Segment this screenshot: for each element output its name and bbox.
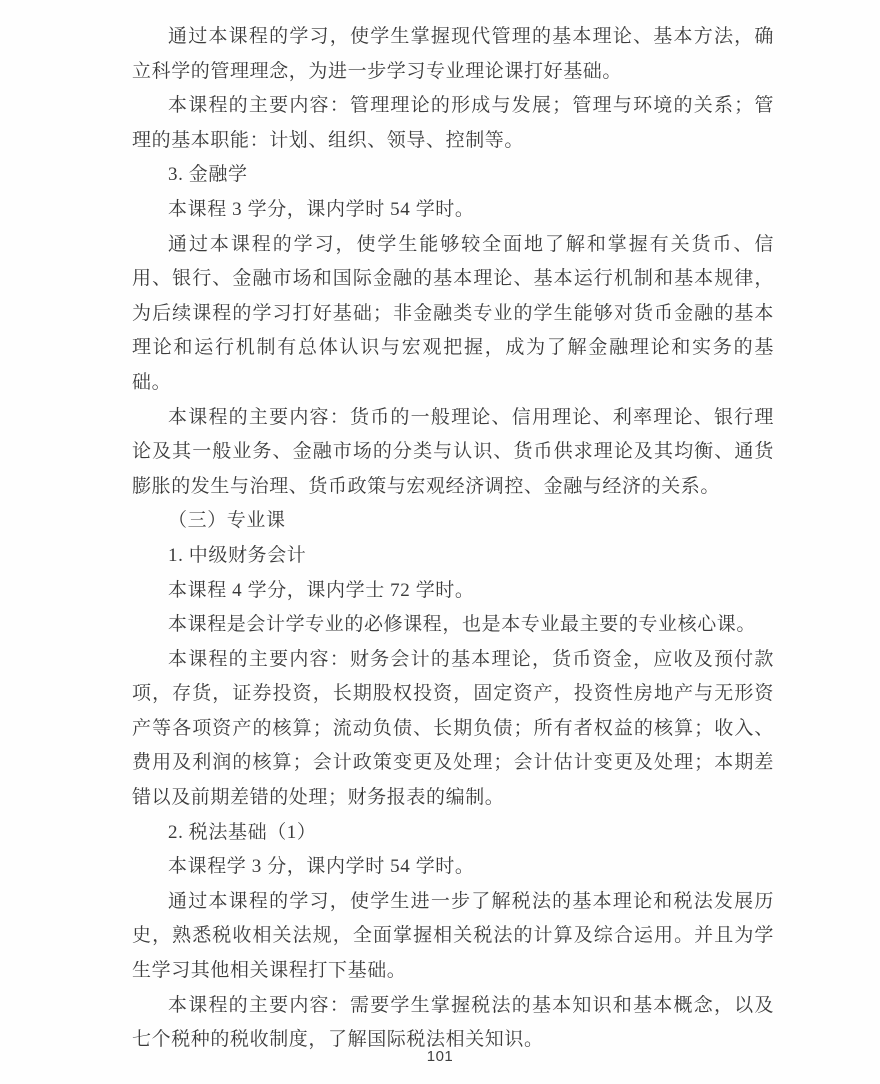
paragraph: 本课程的主要内容：财务会计的基本理论，货币资金，应收及预付款项，存货，证券投资，长期股权投资，固定资产，投资性房地产与无形资产等各项资产的核算；流动负债、长期负债；所有者权益的核算；收入、费用及利润的核算；会计政策变更及处理；会计估计变更及处理；本期差错以及前期差错的处理；财务报表的编制。 [132,648,774,809]
section-heading: 2. 税法基础（1） [168,821,317,843]
paragraph: 本课程的主要内容：需要学生掌握税法的基本知识和基本概念，以及七个税种的税收制度，了解国际税法相关知识。 [132,994,774,1051]
paragraph: 本课程的主要内容：管理理论的形成与发展；管理与环境的关系；管理的基本职能：计划、组织、领导、控制等。 [132,95,774,151]
section-heading: 1. 中级财务会计 [168,544,307,566]
page-number: 101 [426,1048,454,1065]
paragraph: 本课程是会计学专业的必修课程，也是本专业最主要的专业核心课。 [168,614,757,636]
paragraph: 本课程的主要内容：货币的一般理论、信用理论、利率理论、银行理论及其一般业务、金融市场的分类与认识、货币供求理论及其均衡、通货膨胀的发生与治理、货币政策与宏观经济调控、金融与经济的关系。 [132,406,774,497]
section-heading: （三）专业课 [168,510,286,532]
paragraph: 本课程学 3 分，课内学时 54 学时。 [168,856,475,878]
paragraph: 通过本课程的学习，使学生能够较全面地了解和掌握有关货币、信用、银行、金融市场和国际金融的基本理论、基本运行机制和基本规律，为后续课程的学习打好基础；非金融类专业的学生能够对货币金融的基本理论和运行机制有总体认识与宏观把握，成为了解金融理论和实务的基础。 [132,233,774,393]
paragraph: 本课程 4 学分，课内学士 72 学时。 [168,579,475,601]
paragraph: 本课程 3 学分，课内学时 54 学时。 [168,198,475,220]
page-footer [0,1048,880,1066]
section-heading: 3. 金融学 [168,164,248,186]
paragraph: 通过本课程的学习，使学生掌握现代管理的基本理论、基本方法，确立科学的管理理念，为进一步学习专业理论课打好基础。 [132,26,774,82]
paragraph: 通过本课程的学习，使学生进一步了解税法的基本理论和税法发展历史，熟悉税收相关法规，全面掌握相关税法的计算及综合运用。并且为学生学习其他相关课程打下基础。 [132,890,774,982]
document-body [132,20,774,1058]
